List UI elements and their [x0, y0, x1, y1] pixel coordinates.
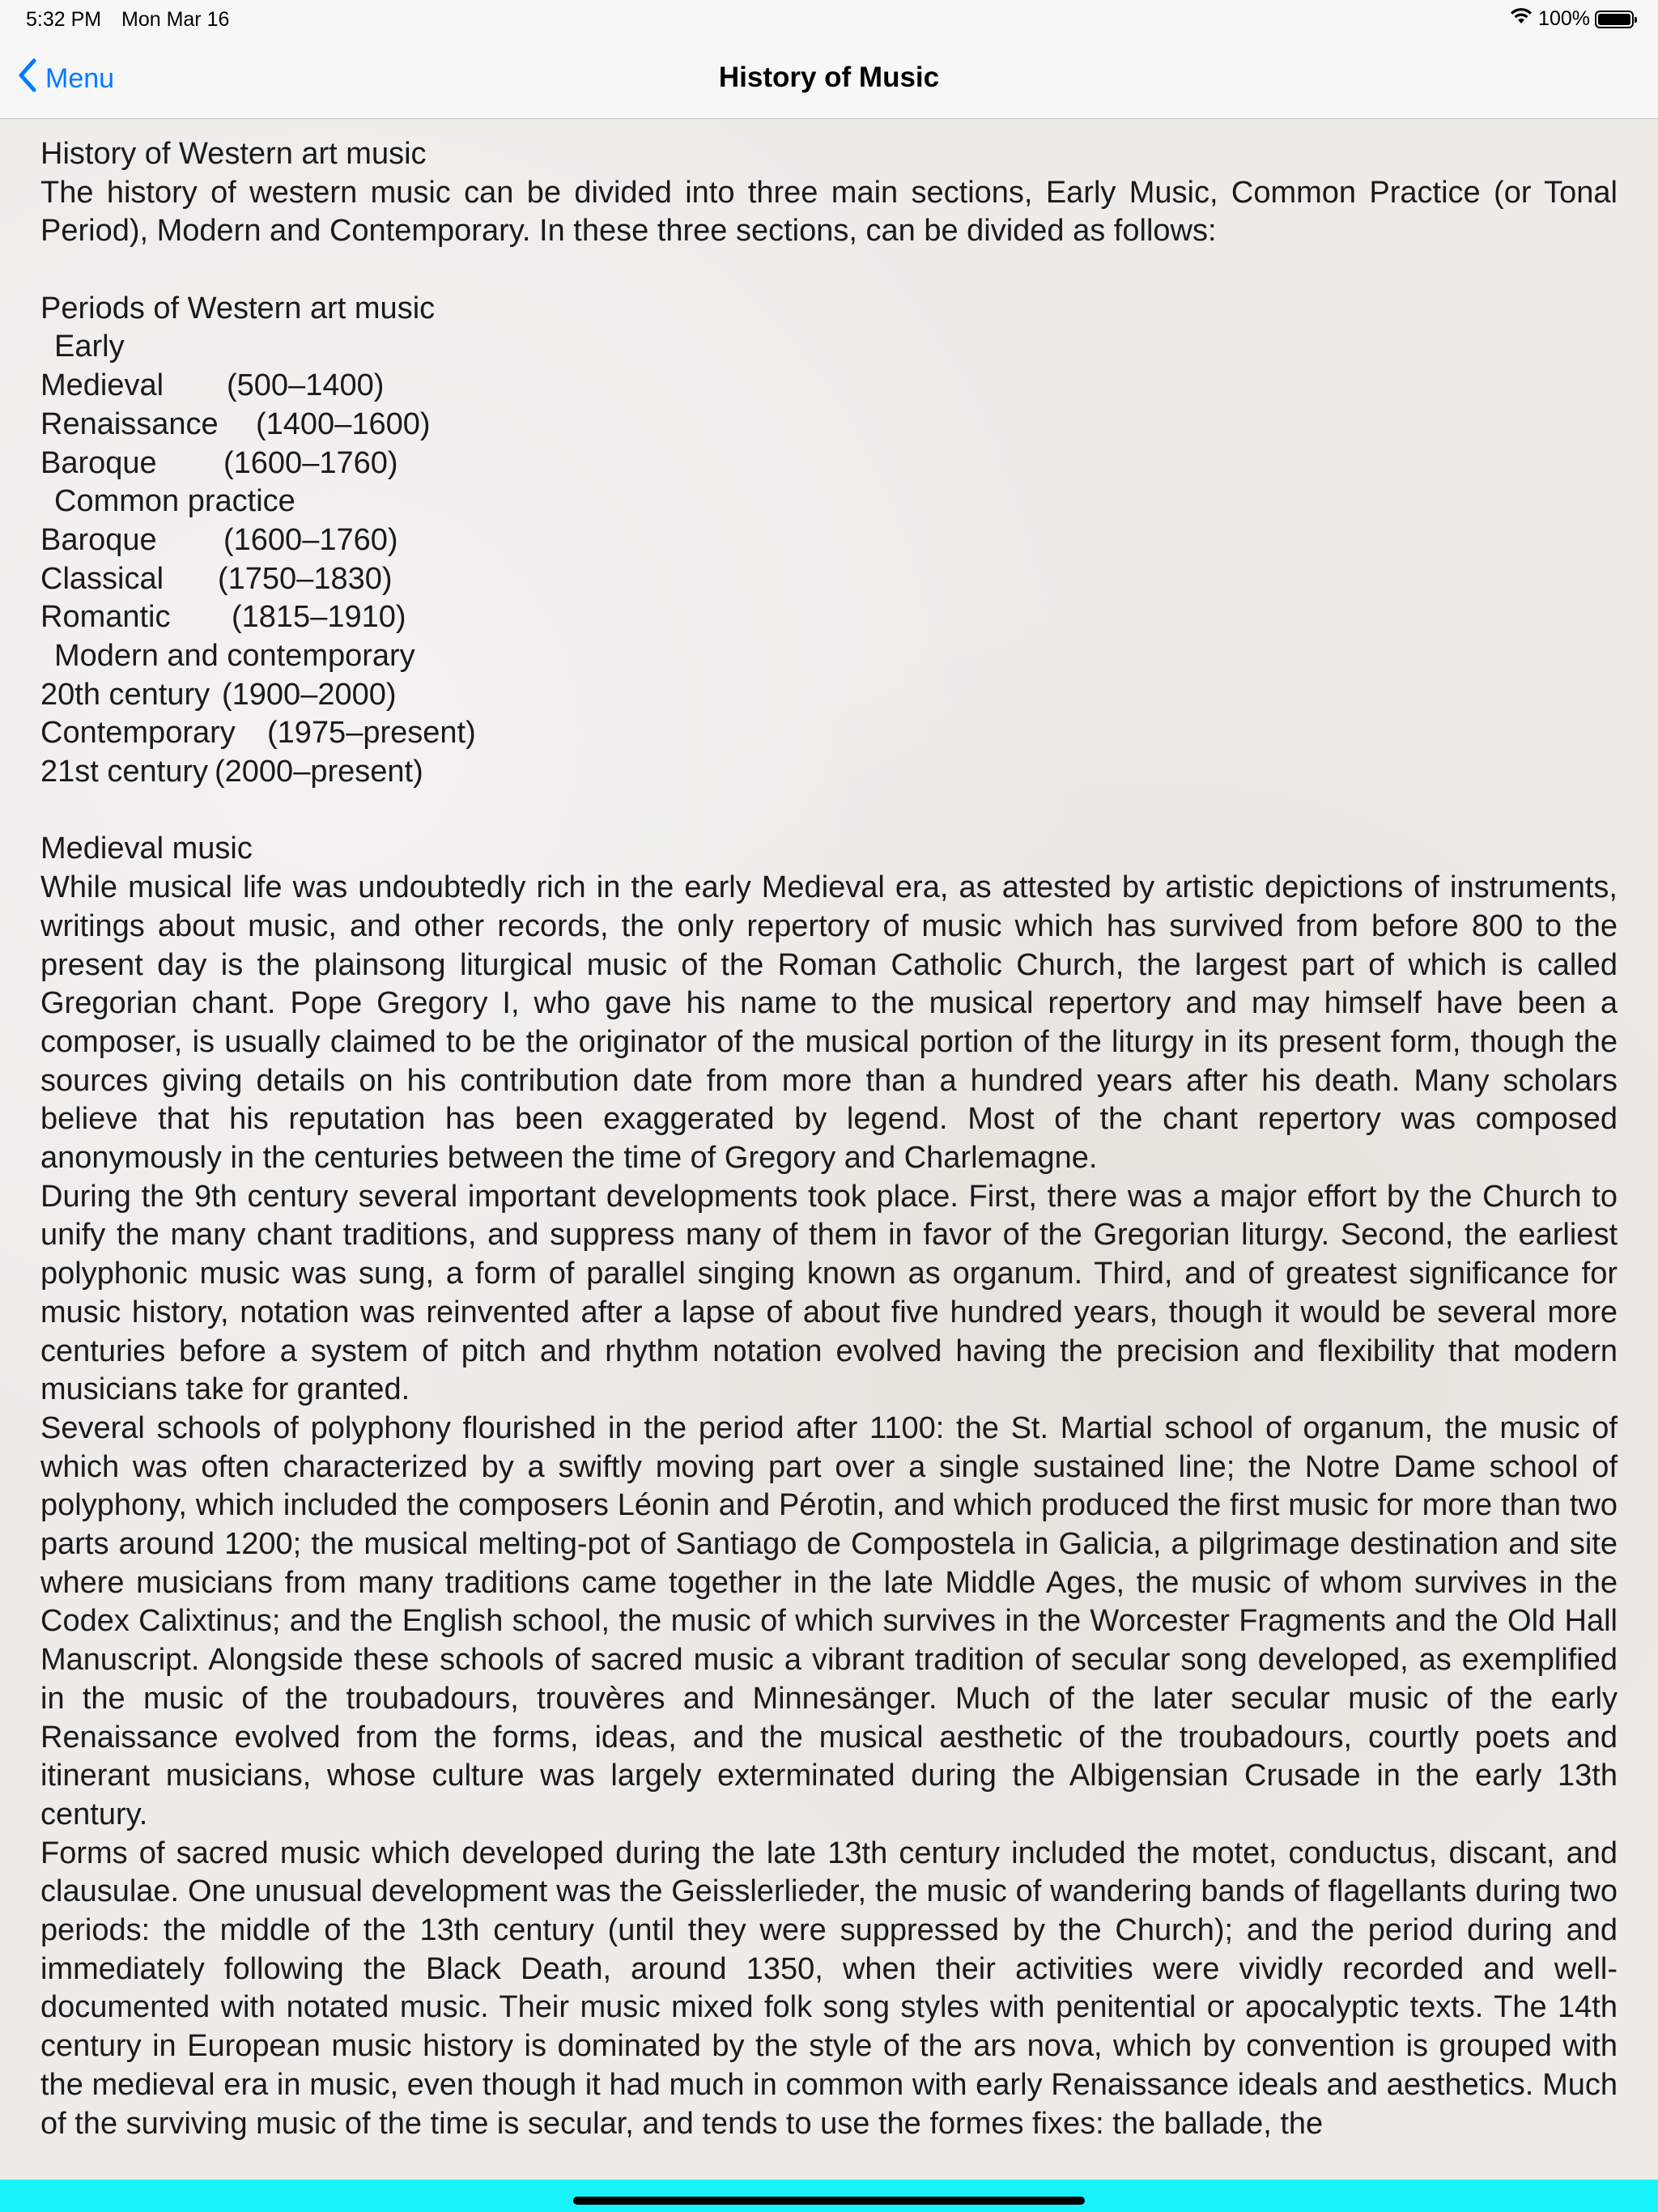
period-name: Baroque	[40, 445, 157, 480]
period-years: (1600–1760)	[223, 445, 398, 480]
status-date: Mon Mar 16	[121, 8, 230, 31]
navigation-bar	[0, 39, 1658, 119]
article-scroll-view[interactable]	[0, 119, 1658, 2180]
period-name: Romantic	[40, 600, 171, 635]
period-years: (1900–2000)	[222, 677, 397, 712]
period-item	[40, 714, 1618, 753]
paragraph: Several schools of polyphony flourished in the period after 1100: the St. Martial school of organum, the music of which was often characterized by a swiftly moving part over a single sustained line; the Notre Dame school of polyphony, which included the composers Léonin and Pérotin, and which produced the first music for more than two parts around 1200; the musical melting-pot of Santiago de Compostela in Galicia, a pilgrimage destination and site where musicians from many traditions came together in the late Middle Ages, the music of whom survives in the Codex Calixtinus; and the English school, the music of which survives in the Worcester Fragments and the Old Hall Manuscript. Alongside these schools of sacred music a vibrant tradition of secular song developed, as exemplified in the music of the troubadours, trouvères and Minnesänger. Much of the later secular music of the early Renaissance evolved from the forms, ideas, and the musical aesthetic of the troubadours, courtly poets and itinerant musicians, whose culture was largely exterminated during the Albigensian Crusade in the early 13th century.	[40, 1410, 1618, 1831]
home-indicator[interactable]	[573, 2197, 1085, 2205]
period-years: (1975–present)	[267, 716, 476, 751]
period-name: 20th century	[40, 677, 210, 712]
paragraph: During the 9th century several important developments took place. First, there was a major effort by the Church to unify the many chant traditions, and suppress many of them in favor of the Gregorian liturgy. Second, the earliest polyphonic music was sung, a form of parallel singing known as organum. Third, and of greatest significance for music history, notation was reinvented after a lapse of about five hundred years, though it would be several more centuries before a system of pitch and rhythm notation evolved having the precision and flexibility that modern musicians take for granted.	[40, 1179, 1618, 1407]
period-item	[40, 753, 1618, 792]
period-name: Baroque	[40, 522, 157, 557]
period-years: (1815–1910)	[232, 600, 406, 635]
wifi-icon	[1509, 6, 1533, 32]
period-years: (1600–1760)	[223, 522, 398, 557]
status-time: 5:32 PM	[26, 8, 102, 31]
period-name: Contemporary	[40, 716, 236, 751]
period-years: (1400–1600)	[256, 406, 431, 441]
period-item	[40, 560, 1618, 599]
period-item	[40, 521, 1618, 560]
period-item	[40, 676, 1618, 715]
bottom-bar	[0, 2180, 1658, 2212]
period-item	[40, 598, 1618, 637]
period-item	[40, 406, 1618, 445]
period-item	[40, 367, 1618, 406]
period-group-label: Modern and contemporary	[54, 638, 415, 673]
paragraph: While musical life was undoubtedly rich in the early Medieval era, as attested by artistic depictions of instruments, writings about music, and other records, the only repertory of music which has survived from before 800 to the present day is the plainsong liturgical music of the Roman Catholic Church, the largest part of which is called Gregorian chant. Pope Gregory I, who gave his name to the musical repertory and may himself have been a composer, is usually claimed to be the originator of the musical portion of the liturgy in its present form, though the sources giving details on his contribution date from more than a hundred years after his death. Many scholars believe that his reputation has been exaggerated by legend. Most of the chant repertory was composed anonymously in the centuries between the time of Gregory and Charlemagne.	[40, 870, 1618, 1176]
page-title: History of Music	[718, 62, 940, 93]
period-name: Medieval	[40, 368, 164, 403]
section-heading: Medieval music	[40, 832, 253, 866]
period-item	[40, 445, 1618, 483]
period-name: 21st century	[40, 755, 208, 789]
period-years: (2000–present)	[215, 755, 423, 789]
status-indicators	[1509, 6, 1634, 32]
article-text	[40, 135, 1618, 2143]
period-name: Classical	[40, 561, 164, 596]
back-label: Menu	[45, 63, 115, 94]
period-years: (1750–1830)	[218, 561, 393, 596]
period-group-label: Common practice	[54, 484, 295, 519]
period-group-label: Early	[54, 330, 125, 364]
status-bar	[0, 0, 1658, 39]
battery-percent: 100%	[1538, 7, 1590, 30]
periods-heading: Periods of Western art music	[40, 291, 436, 325]
period-name: Renaissance	[40, 406, 219, 441]
article-heading: History of Western art music	[40, 137, 427, 171]
intro-paragraph: The history of western music can be divided into three main sections, Early Music, Common Practice (or Tonal Period), Modern and Contemporary. In these three sections, can be divided as follows:	[40, 175, 1618, 249]
paragraph: Forms of sacred music which developed during the late 13th century included the motet, conductus, discant, and clausulae. One unusual development was the Geisslerlieder, the music of wandering bands of flagellants during two periods: the middle of the 13th century (until they were suppressed by the Church); and the period during and immediately following the Black Death, around 1350, when their activities were vividly recorded and well-documented with notated music. Their music mixed folk song styles with penitential or apocalyptic texts. The 14th century in European music history is dominated by the style of the ars nova, which by convention is grouped with the medieval era in music, even though it had much in common with early Renaissance ideals and aesthetics. Much of the surviving music of the time is secular, and tends to use the formes fixes: the ballade, the	[40, 1836, 1618, 2141]
battery-icon	[1595, 11, 1634, 28]
period-years: (500–1400)	[227, 368, 385, 403]
